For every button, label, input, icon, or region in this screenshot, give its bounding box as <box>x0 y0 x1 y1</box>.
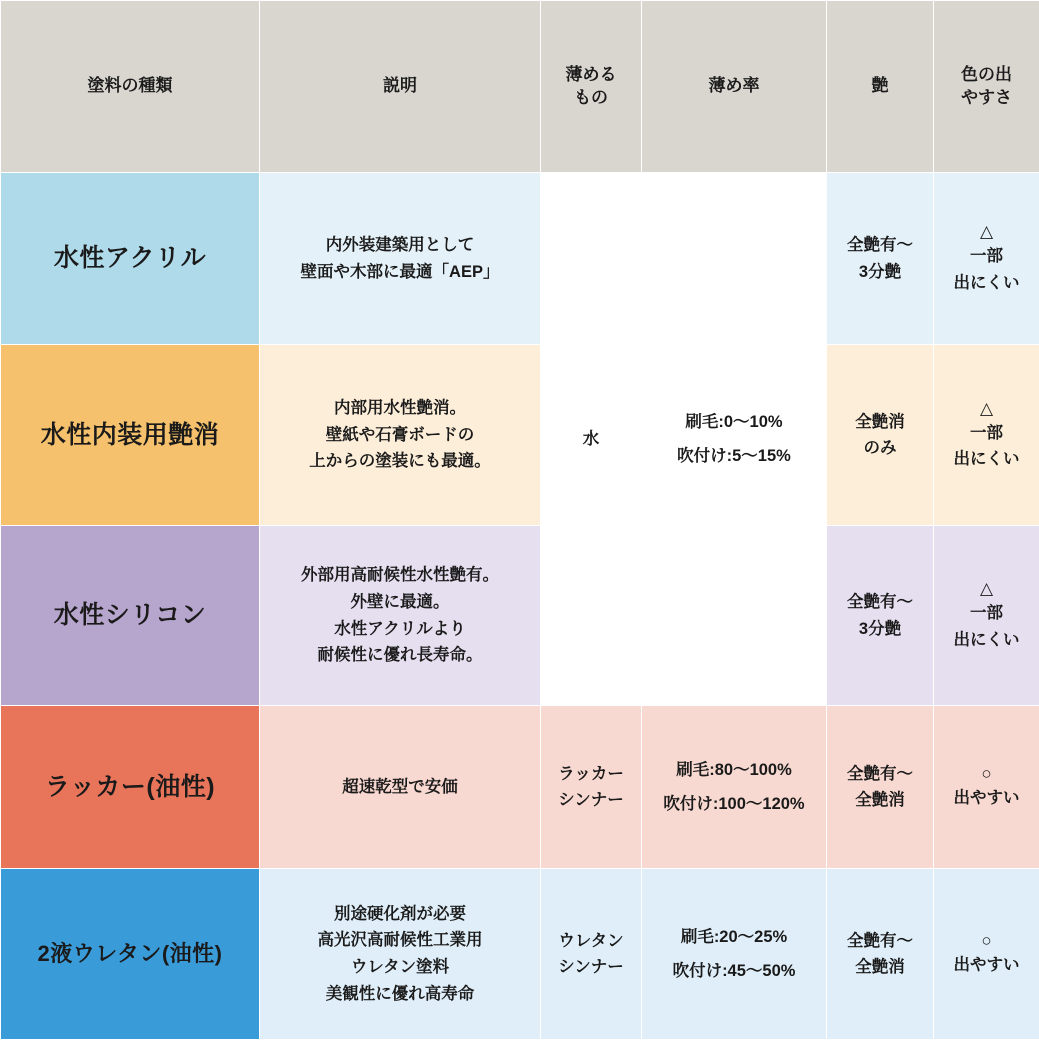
color-ease-mark: △ <box>940 221 1033 243</box>
ratio-line: 刷毛:20〜25% <box>648 924 820 950</box>
header-thinner-line1: 薄める <box>566 65 617 84</box>
color-ease-mark: ○ <box>940 930 1033 952</box>
description-line: 美観性に優れ高寿命 <box>326 985 475 1003</box>
table-row <box>1 526 1039 706</box>
paint-description <box>260 345 541 526</box>
ratio-line: 刷毛:0〜10% <box>648 409 820 435</box>
gloss-value <box>827 345 934 526</box>
color-ease-line: 一部 <box>970 424 1003 442</box>
description-line: 超速乾型で安価 <box>342 778 458 796</box>
color-ease-value <box>934 526 1039 706</box>
gloss-line: 全艶有〜 <box>847 932 913 950</box>
header-dilution-ratio-label: 薄め率 <box>709 76 760 95</box>
paint-description <box>260 526 541 706</box>
gloss-value <box>827 526 934 706</box>
dilution-ratio-value <box>642 706 827 869</box>
gloss-line: 全艶有〜 <box>847 765 913 783</box>
paint-type-name: 水性内装用艶消 <box>1 345 260 526</box>
header-color-ease-line1: 色の出 <box>961 65 1012 84</box>
thinner-line: ウレタン <box>558 932 623 950</box>
color-ease-value <box>934 869 1039 1040</box>
color-ease-line: 出やすい <box>954 956 1020 974</box>
gloss-line: 3分艶 <box>859 620 901 638</box>
gloss-value <box>827 869 934 1040</box>
dilution-ratio-value <box>642 869 827 1040</box>
color-ease-line: 出やすい <box>954 789 1020 807</box>
paint-type-name: 2液ウレタン(油性) <box>1 869 260 1040</box>
thinner-water-merged <box>541 173 642 706</box>
description-line: 高光沢高耐候性工業用 <box>318 931 483 949</box>
dilution-ratio-water-merged <box>642 173 827 706</box>
gloss-line: 全艶消 <box>855 791 905 809</box>
color-ease-mark: △ <box>940 578 1033 600</box>
color-ease-mark: △ <box>940 398 1033 420</box>
color-ease-line: 出にくい <box>954 631 1020 649</box>
header-thinner <box>541 1 642 173</box>
thinner-line: シンナー <box>558 958 624 976</box>
ratio-line: 刷毛:80〜100% <box>648 757 820 783</box>
table-row <box>1 345 1039 526</box>
thinner-value <box>541 869 642 1040</box>
header-gloss-label: 艶 <box>872 76 889 95</box>
header-color-ease-line2: やすさ <box>961 88 1012 107</box>
header-description <box>260 1 541 173</box>
description-line: 別途硬化剤が必要 <box>334 905 466 923</box>
description-line: 壁紙や石膏ボードの <box>326 426 475 444</box>
header-description-label: 説明 <box>383 76 417 95</box>
gloss-value <box>827 173 934 345</box>
color-ease-line: 一部 <box>970 604 1003 622</box>
ratio-line: 吹付け:45〜50% <box>648 958 820 984</box>
gloss-line: 3分艶 <box>859 263 901 281</box>
color-ease-value <box>934 706 1039 869</box>
header-color-ease <box>934 1 1039 173</box>
color-ease-value <box>934 345 1039 526</box>
ratio-line: 吹付け:5〜15% <box>648 443 820 469</box>
thinner-line: ラッカー <box>558 765 624 783</box>
description-line: 内部用水性艶消。 <box>334 399 466 417</box>
paint-description <box>260 706 541 869</box>
thinner-line: シンナー <box>558 791 624 809</box>
header-paint-type <box>1 1 260 173</box>
description-line: 耐候性に優れ長寿命。 <box>318 646 483 664</box>
paint-type-name: 水性シリコン <box>1 526 260 706</box>
table-row <box>1 869 1039 1040</box>
description-line: 水性アクリルより <box>334 620 466 638</box>
color-ease-line: 出にくい <box>954 274 1020 292</box>
paint-description <box>260 869 541 1040</box>
description-line: 上からの塗装にも最適。 <box>309 452 491 470</box>
table-row <box>1 706 1039 869</box>
header-thinner-line2: もの <box>574 88 608 107</box>
description-line: 外部用高耐候性水性艶有。 <box>301 566 499 584</box>
gloss-line: 全艶消 <box>855 958 905 976</box>
header-gloss <box>827 1 934 173</box>
gloss-value <box>827 706 934 869</box>
color-ease-mark: ○ <box>940 763 1033 785</box>
color-ease-line: 出にくい <box>954 450 1020 468</box>
paint-description <box>260 173 541 345</box>
description-line: 壁面や木部に最適「AEP」 <box>301 263 500 281</box>
ratio-line: 吹付け:100〜120% <box>648 791 820 817</box>
thinner-label: 水 <box>583 430 600 448</box>
thinner-value <box>541 706 642 869</box>
table-row <box>1 173 1039 345</box>
color-ease-value <box>934 173 1039 345</box>
description-line: 外壁に最適。 <box>351 593 450 611</box>
gloss-line: 全艶有〜 <box>847 236 913 254</box>
header-paint-type-label: 塗料の種類 <box>88 76 173 95</box>
description-line: ウレタン塗料 <box>351 958 449 976</box>
table-header-row <box>1 1 1039 173</box>
description-line: 内外装建築用として <box>326 236 475 254</box>
gloss-line: のみ <box>864 439 897 457</box>
gloss-line: 全艶有〜 <box>847 593 913 611</box>
paint-type-name: 水性アクリル <box>1 173 260 345</box>
header-dilution-ratio <box>642 1 827 173</box>
gloss-line: 全艶消 <box>855 413 905 431</box>
paint-type-name: ラッカー(油性) <box>1 706 260 869</box>
color-ease-line: 一部 <box>970 247 1003 265</box>
